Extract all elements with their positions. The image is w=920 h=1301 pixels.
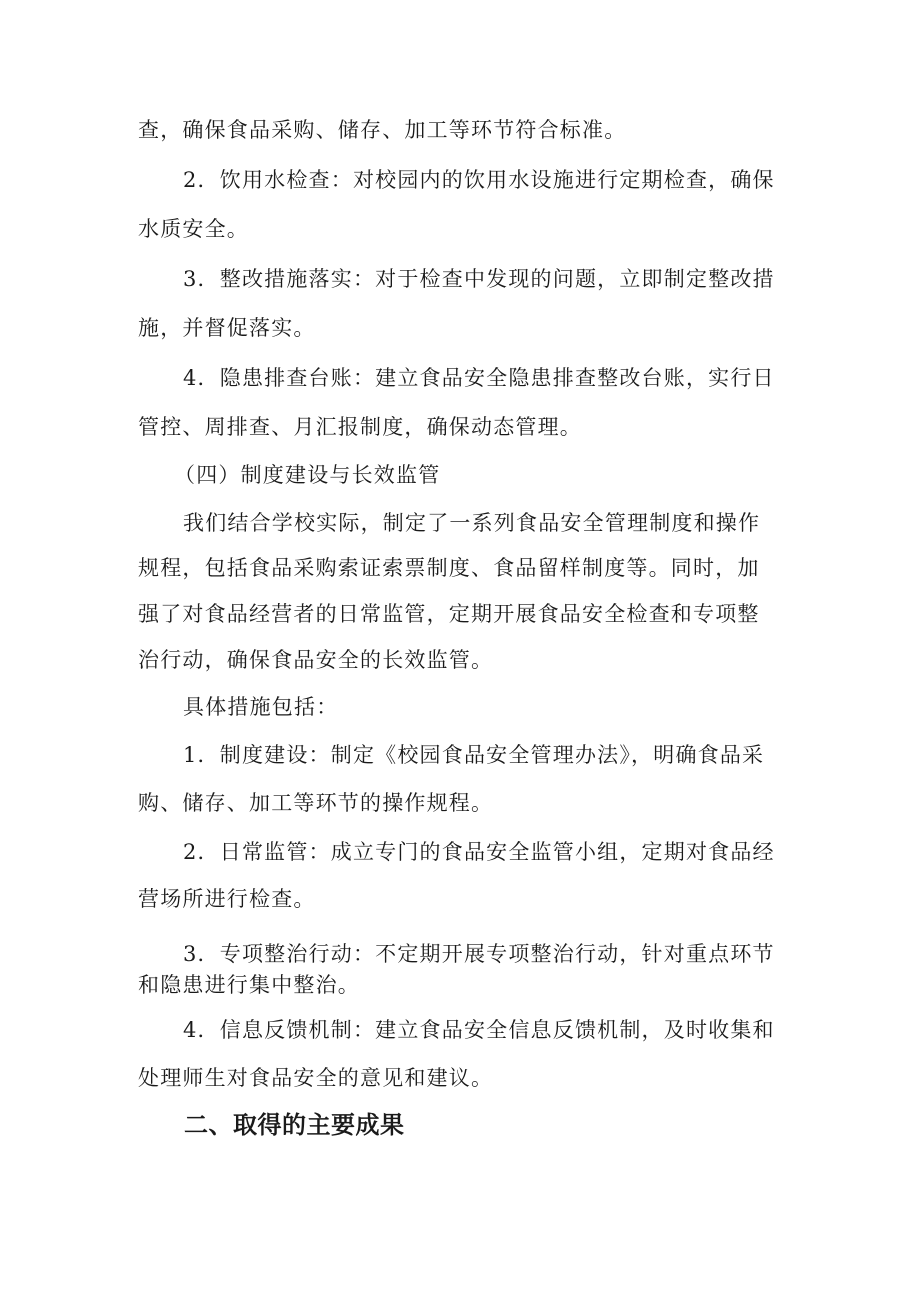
item-system-construction: 1．制度建设：制定《校园食品安全管理办法》，明确食品采	[183, 743, 765, 767]
item-rectification-measures: 3．整改措施落实：对于检查中发现的问题，立即制定整改措	[183, 267, 775, 291]
item-daily-supervision: 2．日常监管：成立专门的食品安全监管小组，定期对食品经	[183, 840, 775, 864]
paragraph-system-building-line4: 治行动，确保食品安全的长效监管。	[138, 648, 494, 672]
paragraph-system-building-line2: 规程，包括食品采购索证索票制度、食品留样制度等。同时，加	[138, 556, 760, 580]
item-system-construction-cont: 购、储存、加工等环节的操作规程。	[138, 791, 494, 815]
item-rectification-measures-cont: 施，并督促落实。	[138, 316, 316, 340]
item-special-rectification-cont: 和隐患进行集中整治。	[138, 973, 360, 997]
measures-intro: 具体措施包括：	[183, 695, 339, 719]
paragraph-continuation-line: 查，确保食品采购、储存、加工等环节符合标准。	[138, 118, 627, 142]
item-feedback-mechanism-cont: 处理师生对食品安全的意见和建议。	[138, 1066, 494, 1090]
item-hazard-ledger-cont: 管控、周排查、月汇报制度，确保动态管理。	[138, 415, 582, 439]
item-daily-supervision-cont: 营场所进行检查。	[138, 887, 316, 911]
paragraph-system-building-line3: 强了对食品经营者的日常监管，定期开展食品安全检查和专项整	[138, 602, 760, 626]
item-hazard-ledger: 4．隐患排查台账：建立食品安全隐患排查整改台账，实行日	[183, 366, 775, 390]
paragraph-system-building: 我们结合学校实际，制定了一系列食品安全管理制度和操作	[183, 511, 761, 535]
item-drinking-water-check: 2．饮用水检查：对校园内的饮用水设施进行定期检查，确保	[183, 168, 775, 192]
item-feedback-mechanism: 4．信息反馈机制：建立食品安全信息反馈机制，及时收集和	[183, 1018, 775, 1042]
item-drinking-water-check-cont: 水质安全。	[138, 217, 249, 241]
section-heading-main-results: 二、取得的主要成果	[184, 1111, 405, 1139]
section-heading-system-building: （四）制度建设与长效监管	[174, 463, 441, 487]
item-special-rectification: 3．专项整治行动：不定期开展专项整治行动，针对重点环节	[183, 942, 775, 966]
